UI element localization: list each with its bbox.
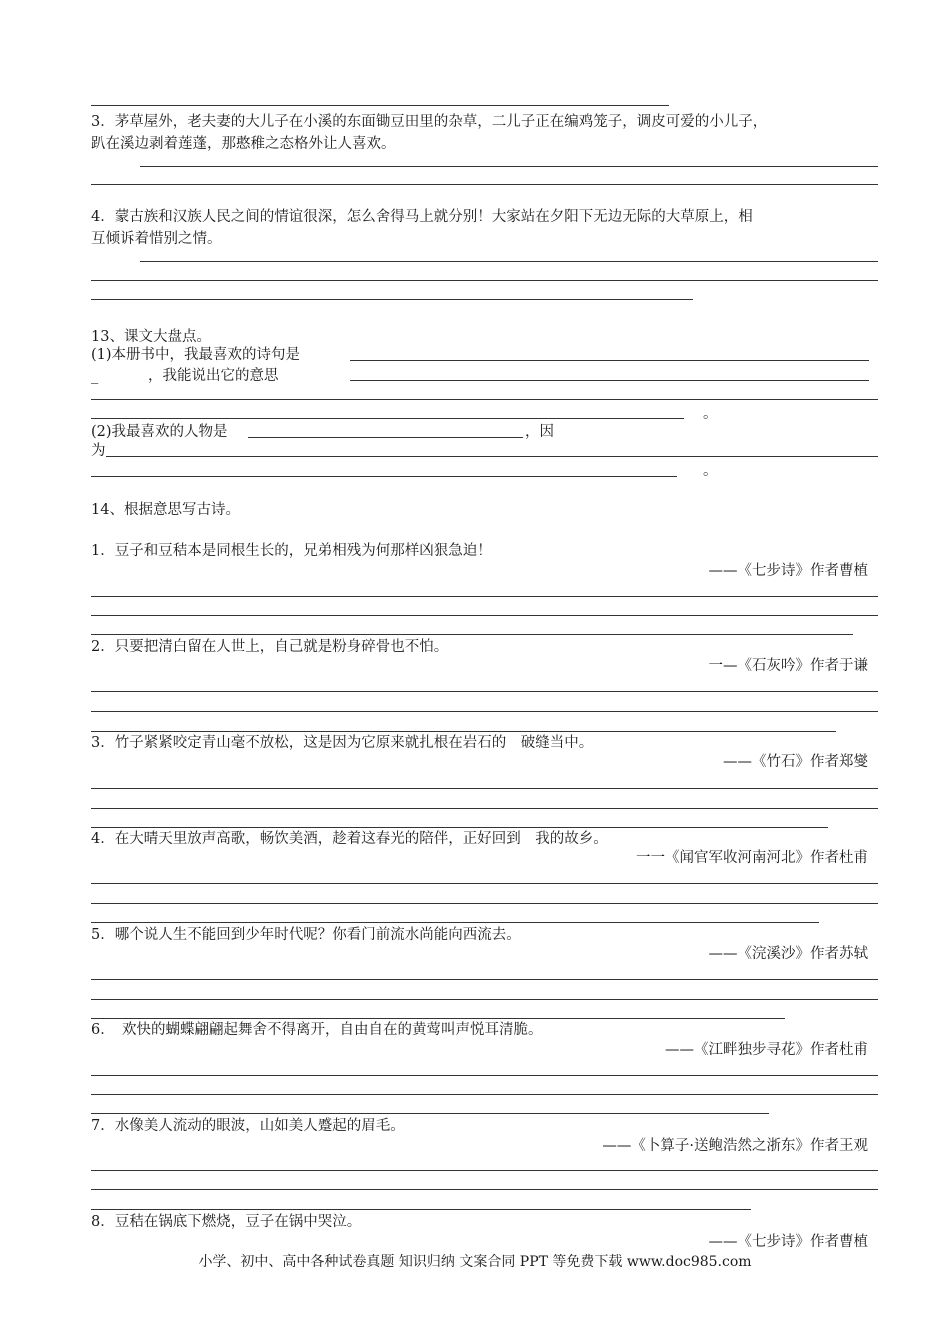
footer-text: 小学、初中、高中各种试卷真题 知识归纳 文案合同 PPT 等免费下载 www.doc985.com (198, 1254, 752, 1270)
answer-line (91, 731, 836, 732)
question-4-line2: 互倾诉着惜别之情。 (91, 231, 222, 247)
answer-line (140, 261, 878, 262)
section-13-p2-label: (2)我最喜欢的人物是 (91, 424, 228, 440)
poem-item-6-source: ——《江畔独步寻花》作者杜甫 (665, 1042, 868, 1058)
section-13-p1-meaning: ，我能说出它的意思 (148, 368, 279, 384)
section-13-period: 。 (703, 406, 718, 422)
poem-item-4-source: 一一《闻官军收河南河北》作者杜甫 (636, 850, 868, 866)
poem-item-3-source: ——《竹石》作者郑燮 (723, 754, 868, 770)
answer-line (91, 691, 878, 692)
answer-line (91, 711, 878, 712)
section-13-title: 13、课文大盘点。 (91, 329, 211, 345)
poem-item-7-source: ——《卜算子·送鲍浩然之浙东》作者王观 (602, 1138, 868, 1154)
answer-line (140, 166, 878, 167)
answer-line (91, 1075, 878, 1076)
answer-line (91, 1209, 751, 1210)
answer-line (91, 827, 828, 828)
answer-line (91, 903, 878, 904)
poem-item-2-source: 一—《石灰吟》作者于谦 (708, 658, 868, 674)
answer-line (91, 1094, 878, 1095)
answer-line (91, 418, 684, 419)
answer-line (91, 1018, 785, 1019)
answer-line (91, 476, 677, 477)
answer-line (91, 299, 693, 300)
section-13-p1-label: (1)本册书中，我最喜欢的诗句是 (91, 347, 301, 363)
answer-line (91, 999, 878, 1000)
answer-line (91, 788, 878, 789)
answer-line (91, 280, 878, 281)
answer-line (350, 380, 869, 381)
answer-line (91, 1189, 878, 1190)
poem-item-5-source: ——《浣溪沙》作者苏轼 (708, 946, 868, 962)
poem-item-7-text: 7．水像美人流动的眼波，山如美人蹙起的眉毛。 (91, 1118, 405, 1134)
question-4-line1: 4．蒙古族和汉族人民之间的情谊很深，怎么舍得马上就分别！大家站在夕阳下无边无际的大草原上，相 (91, 209, 753, 225)
answer-line (248, 437, 523, 438)
answer-line (91, 105, 669, 106)
answer-line (91, 979, 878, 980)
answer-line (91, 634, 853, 635)
section-13-p2-wei: 为 (91, 443, 106, 459)
answer-line (106, 456, 878, 457)
question-3-line2: 趴在溪边剥着莲蓬，那憨稚之态格外让人喜欢。 (91, 136, 396, 152)
poem-item-5-text: 5．哪个说人生不能回到少年时代呢？你看门前流水尚能向西流去。 (91, 927, 521, 943)
question-3-line1: 3．茅草屋外，老夫妻的大儿子在小溪的东面锄豆田里的杂草，二儿子正在编鸡笼子，调皮可爱的小儿子， (91, 114, 768, 130)
answer-line (91, 615, 878, 616)
poem-item-1-source: ——《七步诗》作者曹植 (708, 563, 868, 579)
section-13-p1-dash: _ (91, 368, 99, 384)
poem-item-1-text: 1．豆子和豆秸本是同根生长的，兄弟相残为何那样凶狠急迫！ (91, 543, 492, 559)
answer-line (91, 1113, 769, 1114)
poem-item-8-source: ——《七步诗》作者曹植 (708, 1234, 868, 1250)
poem-item-2-text: 2．只要把清白留在人世上，自己就是粉身碎骨也不怕。 (91, 639, 449, 655)
answer-line (91, 1170, 878, 1171)
poem-item-3-text: 3．竹子紧紧咬定青山毫不放松，这是因为它原来就扎根在岩石的 破缝当中。 (91, 735, 594, 751)
poem-item-8-text: 8．豆秸在锅底下燃烧，豆子在锅中哭泣。 (91, 1214, 362, 1230)
answer-line (91, 184, 878, 185)
section-14-title: 14、根据意思写古诗。 (91, 502, 240, 518)
answer-line (91, 922, 819, 923)
poem-item-6-text: 6． 欢快的蝴蝶翩翩起舞舍不得离开，自由自在的黄莺叫声悦耳清脆。 (91, 1022, 543, 1038)
poem-item-4-text: 4．在大晴天里放声高歌，畅饮美酒，趁着这春光的陪伴，正好回到 我的故乡。 (91, 831, 608, 847)
section-13-p2-because: ，因 (525, 424, 554, 440)
answer-line (91, 808, 878, 809)
answer-line (350, 360, 869, 361)
answer-line (91, 596, 878, 597)
answer-line (91, 883, 878, 884)
answer-line (91, 399, 878, 400)
section-13-period: 。 (703, 463, 718, 479)
